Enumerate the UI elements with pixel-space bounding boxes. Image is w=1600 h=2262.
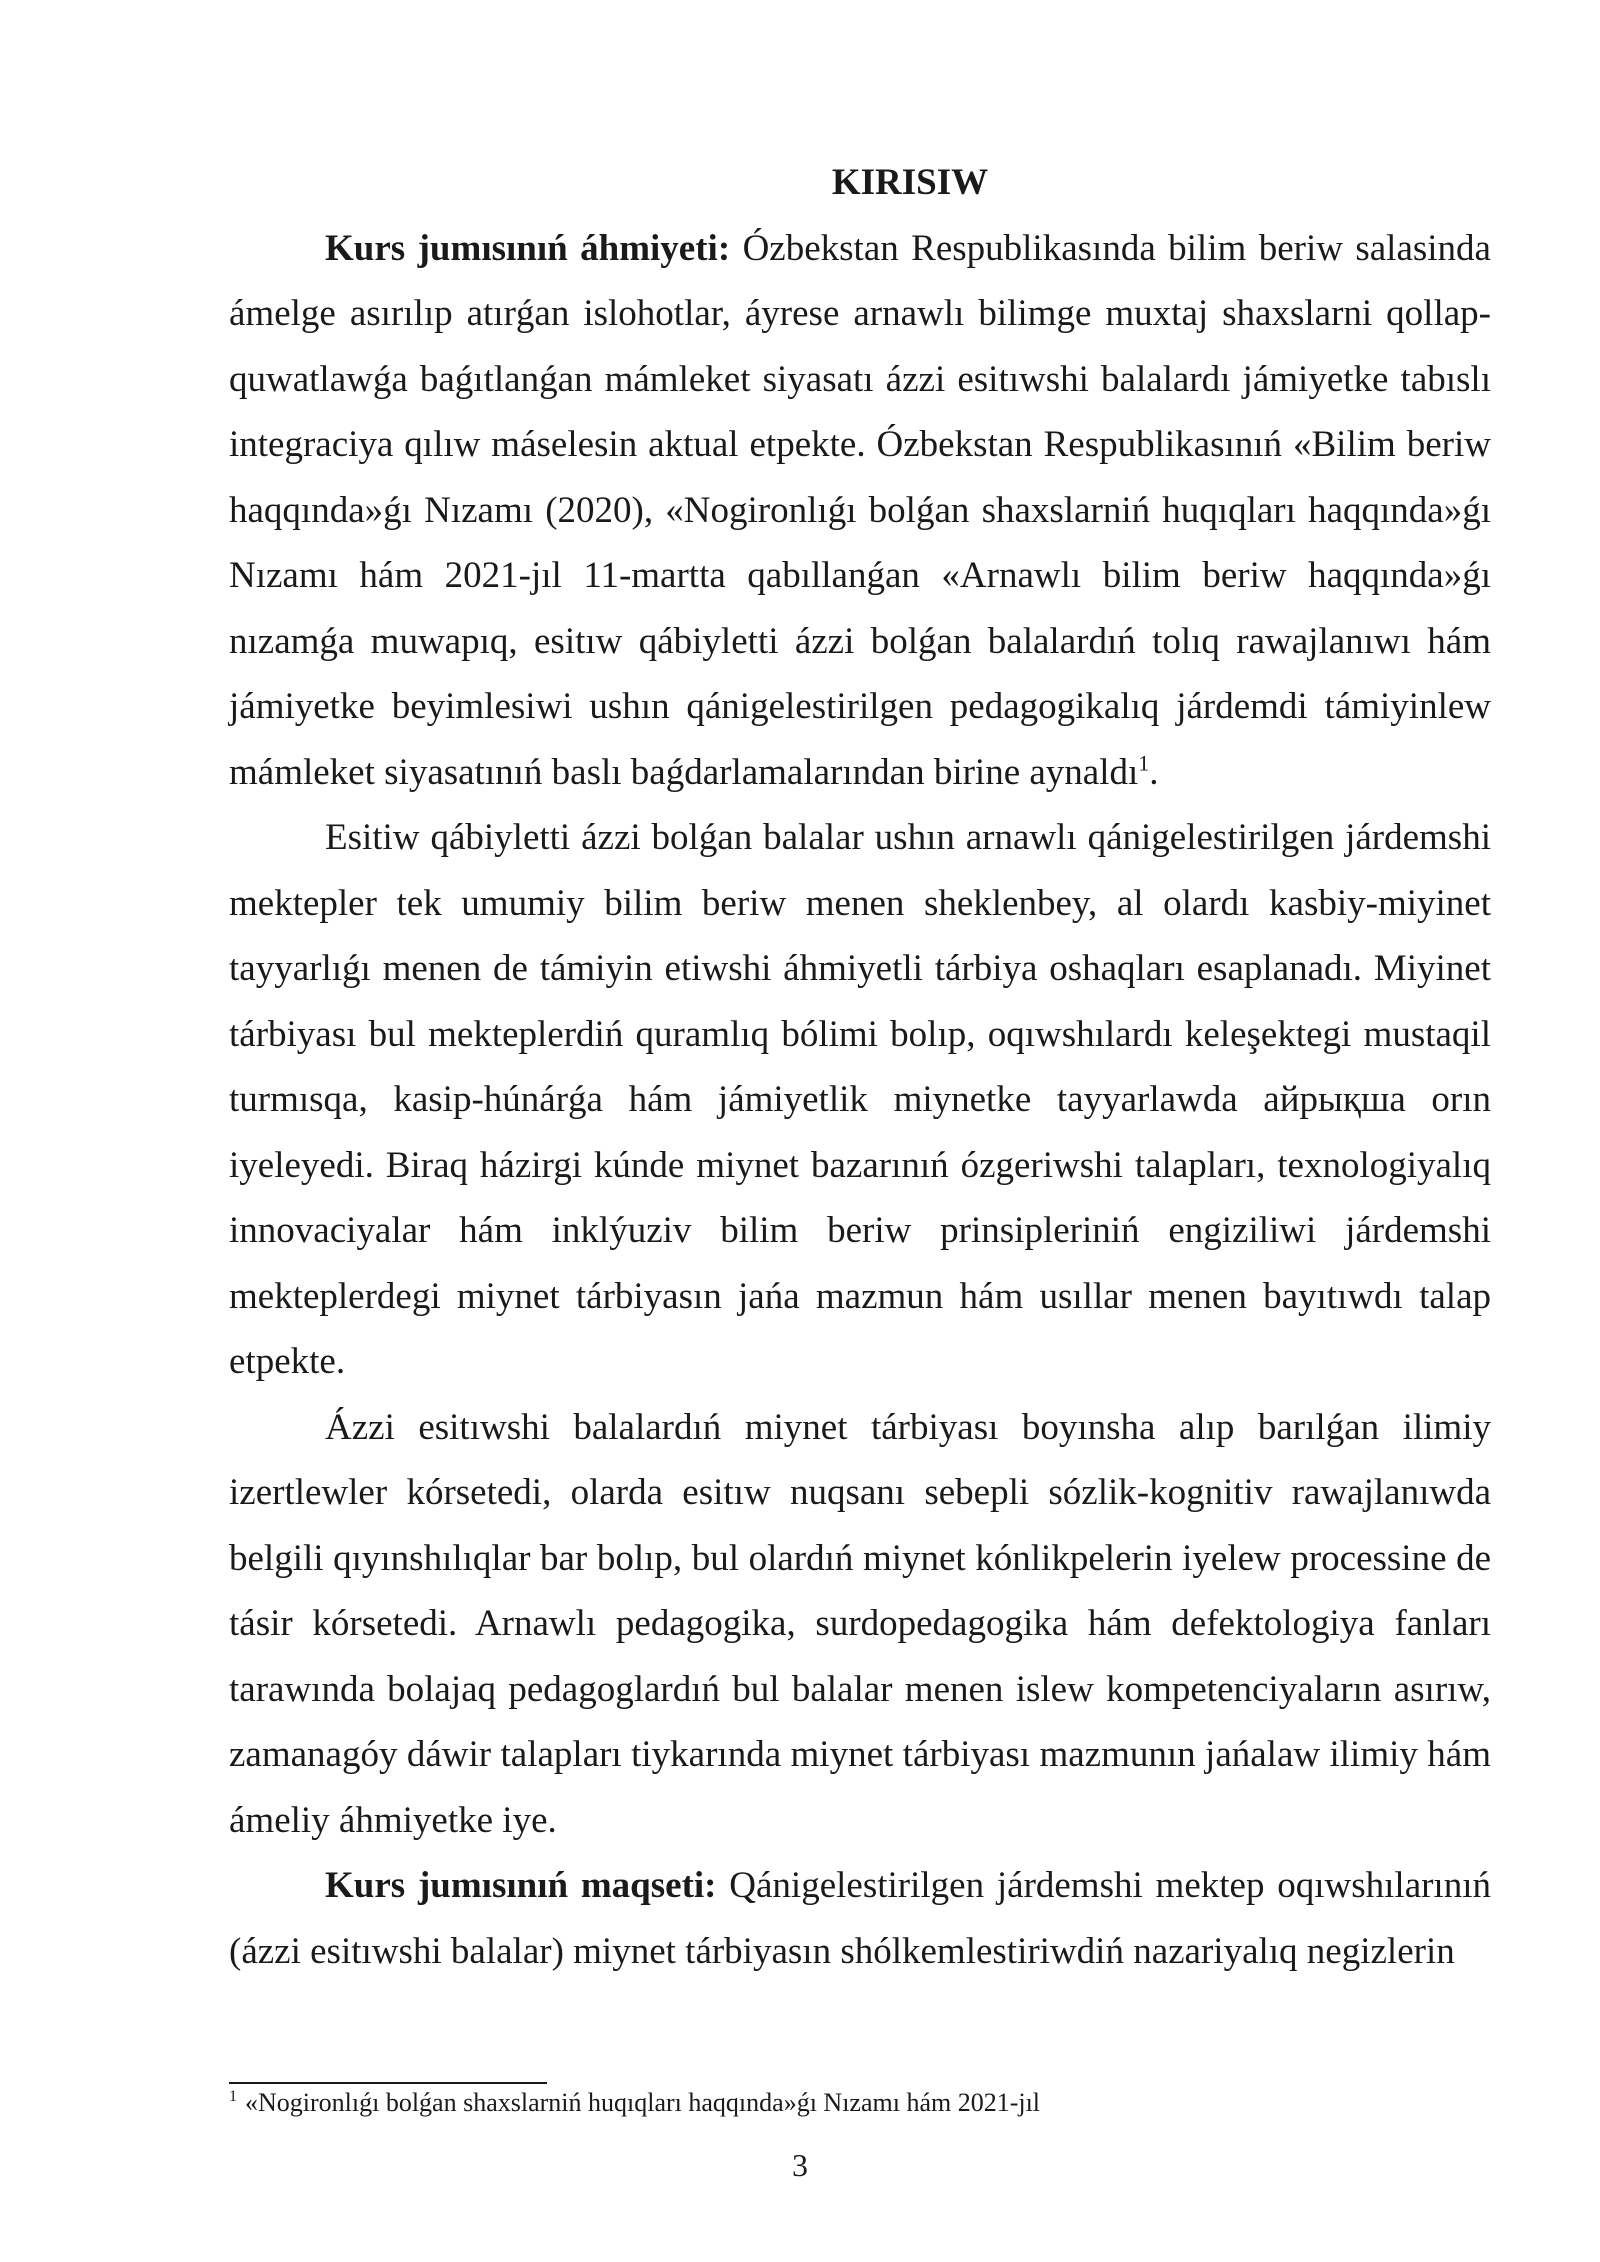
paragraph-tail: .: [1149, 751, 1159, 793]
paragraph-research: Ázzi esitıwshi balalardıń miynet tárbiyası boyınsha alıp barılǵan ilimiy izertlewler kórsetedi, olarda esitıw nuqsanı sebepli sózlik-kognitiv rawajlanıwda belgili qıyınshılıqlar bar bolıp, bul olardıń miynet kónlikpelerin iyelew processine de tásir kórsetedi. Arnawlı pedagogika, surdopedagogika hám defektologiya fanları tarawında bolajaq pedagoglardıń bul balalar menen islew kompetenciyaların asırıw, zamanagóy dáwir talapları tiykarında miynet tárbiyası mazmunın jańalaw ilimiy hám ámeliy áhmiyetke iye.: [229, 1406, 1491, 1841]
paragraph-schools: Esitiw qábiyletti ázzi bolǵan balalar ushın arnawlı qánigelestirilgen járdemshi mektepler tek umumiy bilim beriw menen sheklenbey, al olardı kasbiy-miyinet tayyarlıǵı menen de támiyin etiwshi áhmiyetli tárbiya oshaqları esaplanadı. Miyinet tárbiyası bul mekteplerdiń quramlıq bólimi bolıp, oqıwshılardı keleşektegi mustaqil turmısqa, kasip-húnárǵa hám jámiyetlik miynetke tayyarlawda айрықша orın iyeleyedi. Biraq házirgi kúnde miynet bazarınıń ózgeriwshi talapları, texnologiyalıq innovaciyalar hám inklýuziv bilim beriw prinsipleriniń engiziliwi járdemshi mekteplerdegi miynet tárbiyasın jańa mazmun hám usıllar menen bayıtıwdı talap etpekte.: [229, 817, 1491, 1382]
page-number: 3: [792, 2147, 808, 2183]
section-heading: KIRISIW: [831, 162, 989, 203]
footnote-mark: 1: [229, 2088, 237, 2106]
footnote: [229, 2085, 1491, 2121]
paragraph-text: Ózbekstan Respublikasında bilim beriw salasinda ámelge asırılıp atırǵan islohotlar, áyrese arnawlı bilimge muxtaj shaxslarni qollap-quwatlawǵa baǵıtlanǵan mámleket siyasatı ázzi esitıwshi balalardı jámiyetke tabıslı integraciya qılıw máselesin aktual etpekte. Ózbekstan Respublikasınıń «Bilim beriw haqqında»ǵı Nızamı (2020), «Nogironlıǵı bolǵan shaxslarniń huqıqları haqqında»ǵı Nızamı hám 2021-jıl 11-martta qabıllanǵan «Arnawlı bilim beriw haqqında»ǵı nızamǵa muwapıq, esitıw qábiyletti ázzi bolǵan balalardıń tolıq rawajlanıwı hám jámiyetke beyimlesiwi ushın qánigelestirilgen pedagogikalıq járdemdi támiyinlew mámleket siyasatınıń baslı baǵdarlamalarından birine aynaldı: [229, 227, 1491, 793]
paragraph-lead: Kurs jumısınıń maqseti:: [325, 1865, 717, 1906]
paragraph-text: Qánigelestirilgen járdemshi mektep oqıwshılarınıń (ázzi esitıwshi balalar) miynet tárbiyasın shólkemlestiriwdiń nazariyalıq negizlerin: [229, 1865, 1491, 1972]
paragraph-goal: [229, 1853, 1491, 1984]
footnote-text: «Nogironlıǵı bolǵan shaxslarniń huqıqları haqqında»ǵı Nızamı hám 2021-jıl: [245, 2088, 1041, 2117]
footnote-reference[interactable]: 1: [1138, 750, 1150, 776]
paragraph-importance: [229, 216, 1491, 806]
paragraph-lead: Kurs jumısınıń áhmiyeti:: [325, 227, 731, 269]
main-text: [229, 150, 1491, 1984]
footnote-divider: [229, 2082, 547, 2084]
